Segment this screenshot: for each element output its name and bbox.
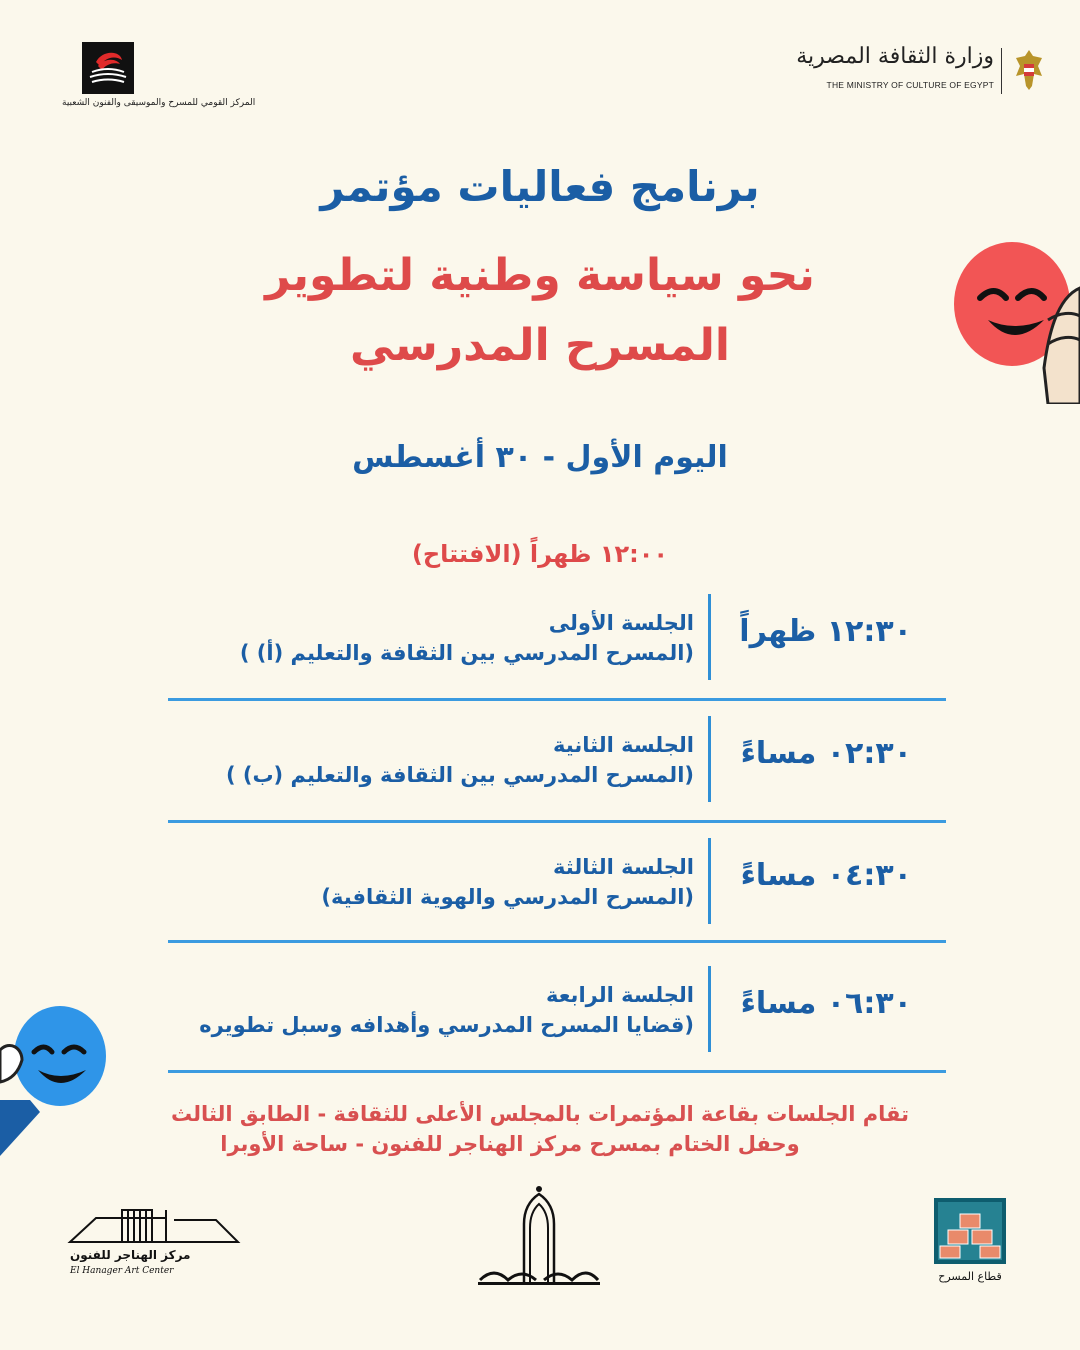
session-time: ١٢:٣٠ ظهراً xyxy=(739,614,912,649)
session-time: ٠٦:٣٠ مساءً xyxy=(740,986,912,1021)
venue-note-line-2: وحفل الختام بمسرح مركز الهناجر للفنون - ساحة الأوبرا xyxy=(220,1132,800,1156)
session-topic: (المسرح المدرسي بين الثقافة والتعليم (أ) ) xyxy=(239,641,694,665)
hanager-name-english: El Hanager Art Center xyxy=(70,1266,174,1276)
session-name: الجلسة الأولى xyxy=(548,611,694,635)
row-divider xyxy=(168,1070,946,1073)
ministry-name-arabic: وزارة الثقافة المصرية xyxy=(796,44,994,69)
conference-title-line-1: نحو سياسة وطنية لتطوير xyxy=(265,250,815,301)
theatre-center-caption: المركز القومي للمسرح والموسيقى والفنون الشعبية xyxy=(62,98,256,108)
hanager-name-arabic: مركز الهناجر للفنون xyxy=(70,1248,191,1262)
el-hanager-art-center-logo xyxy=(66,1206,246,1286)
session-name: الجلسة الثالثة xyxy=(553,855,694,879)
theatre-sector-caption: قطاع المسرح xyxy=(938,1270,1002,1283)
ministry-of-culture-logo xyxy=(796,42,1046,98)
session-row xyxy=(150,594,950,694)
theatre-sector-emblem-icon xyxy=(930,1196,1010,1266)
row-divider xyxy=(168,698,946,701)
theatre-center-emblem-icon xyxy=(82,42,134,94)
ministry-name-english: THE MINISTRY OF CULTURE OF EGYPT xyxy=(826,80,994,90)
session-name: الجلسة الرابعة xyxy=(545,983,694,1007)
conference-title-line-2: المسرح المدرسي xyxy=(350,320,730,371)
session-row xyxy=(150,716,950,816)
program-title: برنامج فعاليات مؤتمر xyxy=(320,162,760,211)
session-row xyxy=(150,966,950,1066)
session-topic: (قضايا المسرح المدرسي وأهدافه وسبل تطويره xyxy=(199,1013,694,1037)
national-theatre-center-logo xyxy=(62,42,256,109)
opening-time: ١٢:٠٠ ظهراً (الافتتاح) xyxy=(411,540,669,568)
session-name: الجلسة الثانية xyxy=(553,733,694,757)
theatre-sector-logo xyxy=(930,1196,1010,1296)
session-topic: (المسرح المدرسي بين الثقافة والتعليم (ب) ) xyxy=(225,763,694,787)
day-date-heading: اليوم الأول - ٣٠ أغسطس xyxy=(352,440,728,475)
row-divider xyxy=(168,820,946,823)
row-divider xyxy=(168,940,946,943)
hanager-emblem-icon xyxy=(66,1206,242,1250)
session-topic: (المسرح المدرسي والهوية الثقافية) xyxy=(321,885,694,909)
egypt-eagle-icon xyxy=(1012,46,1046,94)
session-time: ٠٢:٣٠ مساءً xyxy=(740,736,912,771)
session-row xyxy=(150,838,950,938)
supreme-council-of-culture-logo xyxy=(474,1184,604,1294)
session-time: ٠٤:٣٠ مساءً xyxy=(740,858,912,893)
venue-note-line-1: تقام الجلسات بقاعة المؤتمرات بالمجلس الأعلى للثقافة - الطابق الثالث xyxy=(170,1102,910,1126)
